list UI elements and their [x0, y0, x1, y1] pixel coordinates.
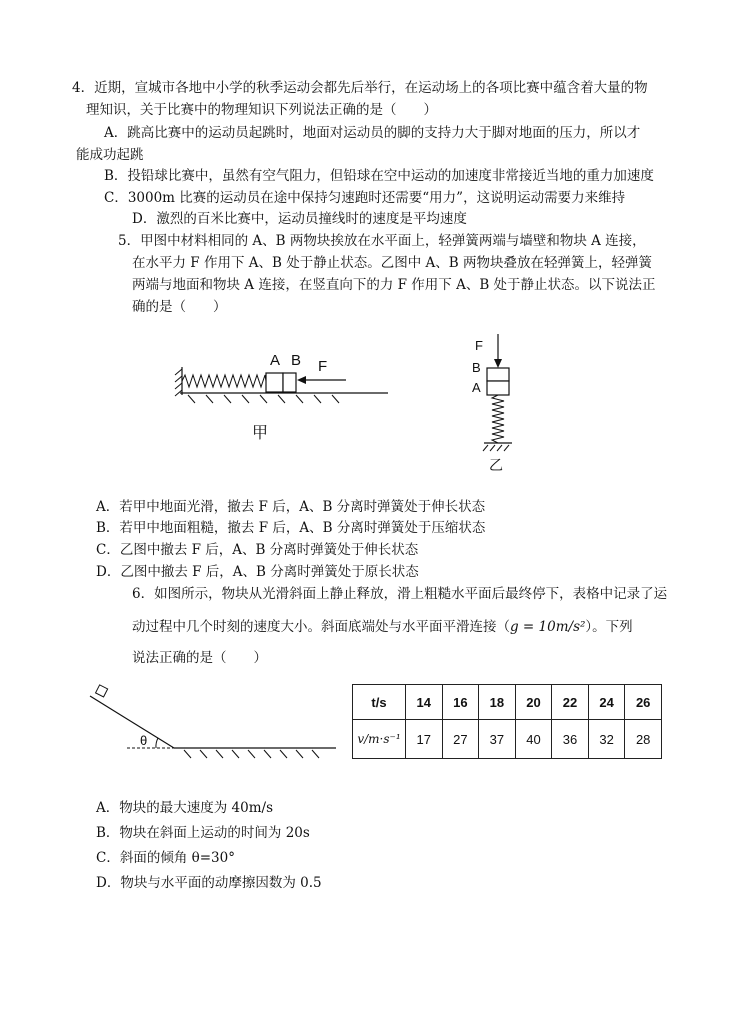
q6-stem-line2-end: ）。下列: [585, 619, 633, 635]
yi-caption: 乙: [489, 457, 503, 473]
q6-option-b: B．物块在斜面上运动的时间为 20s: [96, 825, 310, 841]
table-cell: 18: [479, 685, 516, 720]
table-cell: 17: [406, 720, 443, 759]
q6-stem-line2-text: 动过程中几个时刻的速度大小。斜面底端处与水平面平滑连接（: [132, 619, 510, 635]
yi-label-f: F: [475, 338, 483, 353]
jia-wall-hatch: [175, 369, 182, 396]
figure-yi: [460, 330, 540, 475]
yi-ground-hatch: [483, 445, 509, 451]
incline-theta-label: θ: [140, 733, 148, 748]
q5-stem-line2: 在水平力 F 作用下 A、B 处于静止状态。乙图中 A、B 两物块叠放在轻弹簧上，轻弹簧: [132, 255, 652, 271]
yi-block-a: [487, 381, 509, 395]
jia-label-f: F: [318, 358, 328, 375]
table-cell: 16: [442, 685, 479, 720]
q4-option-d: D．激烈的百米比赛中，运动员撞线时的速度是平均速度: [132, 211, 467, 227]
table-cell: 20: [515, 685, 552, 720]
q5-option-d: D．乙图中撤去 F 后，A、B 分离时弹簧处于原长状态: [96, 564, 419, 580]
table-row-time: [353, 685, 662, 720]
table-cell: 32: [588, 720, 625, 759]
jia-spring: [182, 375, 266, 387]
table-row-speed: [353, 720, 662, 759]
q6-option-c: C．斜面的倾角 θ=30°: [96, 850, 235, 866]
jia-caption: 甲: [252, 425, 269, 442]
q5-option-c: C．乙图中撤去 F 后，A、B 分离时弹簧处于伸长状态: [96, 542, 419, 558]
q5-stem-line4: 确的是（ ）: [132, 299, 227, 315]
figure-incline: [82, 682, 342, 772]
yi-arrowhead: [494, 359, 502, 368]
jia-label-a: A: [270, 352, 281, 369]
incline-block: [96, 685, 108, 697]
table-header-speed: v/m·s⁻¹: [353, 720, 406, 759]
q4-option-b: B．投铅球比赛中，虽然有空气阻力，但铅球在空中运动的加速度非常接近当地的重力加速度: [104, 168, 654, 184]
jia-arrowhead: [297, 376, 306, 384]
incline-ground-hatch: [184, 750, 319, 758]
q6-stem-line2: [132, 617, 633, 637]
jia-block-a: [266, 373, 283, 392]
jia-label-b: B: [291, 352, 302, 369]
jia-ground-hatch: [188, 395, 339, 403]
q4-stem-line1: 4．近期，宣城市各地中小学的秋季运动会都先后举行，在运动场上的各项比赛中蕴含着大量的物: [72, 80, 648, 96]
jia-block-b: [283, 373, 296, 392]
table-cell: 36: [552, 720, 589, 759]
q6-option-d: D．物块与水平面的动摩擦因数为 0.5: [96, 875, 322, 891]
table-cell: 26: [625, 685, 662, 720]
yi-label-a: A: [472, 380, 481, 395]
q4-option-c: C．3000m 比赛的运动员在途中保持匀速跑时还需要“用力”，这说明运动需要力来维持: [104, 190, 626, 206]
q6-formula: g = 10m/s²: [510, 619, 586, 635]
q4-option-a-line1: A．跳高比赛中的运动员起跳时，地面对运动员的脚的支持力大于脚对地面的压力，所以才: [104, 125, 641, 141]
yi-spring: [492, 395, 504, 443]
table-cell: 27: [442, 720, 479, 759]
figure-jia: [160, 345, 420, 455]
table-cell: 37: [479, 720, 516, 759]
q5-option-b: B．若甲中地面粗糙，撤去 F 后，A、B 分离时弹簧处于压缩状态: [96, 520, 486, 536]
q6-stem-line3: 说法正确的是（ ）: [132, 650, 267, 666]
table-header-time: t/s: [353, 685, 406, 720]
q4-stem-line2: 理知识，关于比赛中的物理知识下列说法正确的是（ ）: [86, 102, 437, 118]
q5-stem-line3: 两端与地面和物块 A 连接，在竖直向下的力 F 作用下 A、B 处于静止状态。以下说法正: [132, 277, 656, 293]
q6-option-a: A．物块的最大速度为 40m/s: [96, 800, 273, 816]
q5-option-a: A．若甲中地面光滑，撤去 F 后，A、B 分离时弹簧处于伸长状态: [96, 499, 486, 515]
yi-block-b: [487, 368, 509, 381]
incline-angle-arc: [156, 738, 158, 748]
table-cell: 40: [515, 720, 552, 759]
q6-stem-line1: 6．如图所示，物块从光滑斜面上静止释放，滑上粗糙水平面后最终停下，表格中记录了运: [132, 586, 668, 602]
q5-stem-line1: 5．甲图中材料相同的 A、B 两物块挨放在水平面上，轻弹簧两端与墙壁和物块 A 连接，: [118, 233, 646, 249]
velocity-table: [352, 684, 662, 759]
incline-slope: [90, 696, 174, 748]
table-cell: 22: [552, 685, 589, 720]
q4-option-a-line2: 能成功起跳: [76, 147, 144, 163]
table-cell: 28: [625, 720, 662, 759]
table-cell: 14: [406, 685, 443, 720]
yi-label-b: B: [472, 360, 481, 375]
table-cell: 24: [588, 685, 625, 720]
